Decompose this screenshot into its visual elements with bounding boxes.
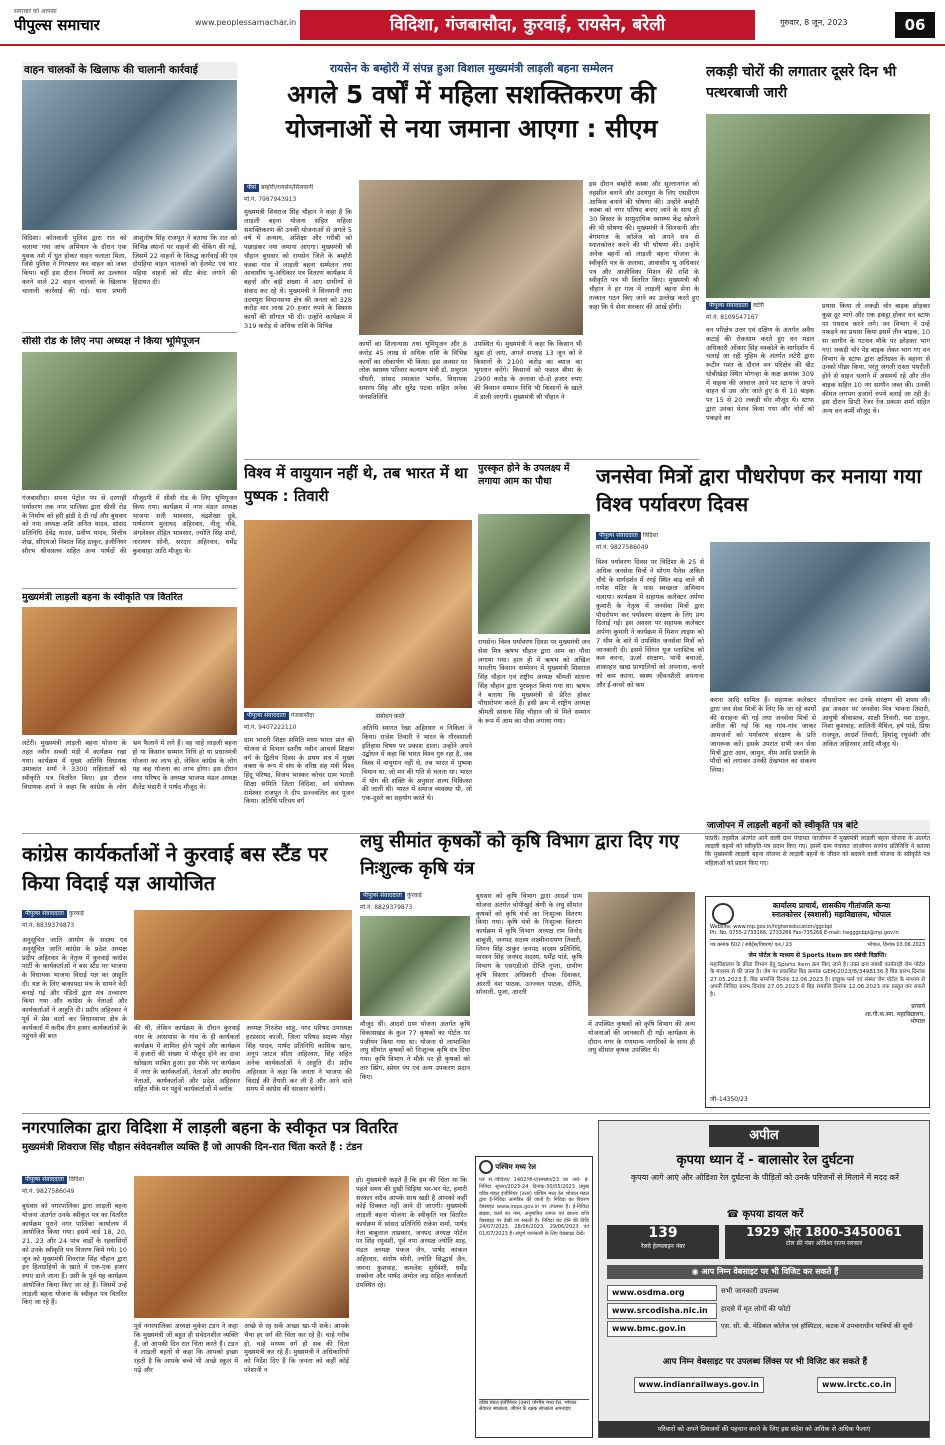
headline: सीसी रोड के लिए नपा अध्यक्ष ने किया भूमिपूजन <box>22 336 200 347</box>
column-1: अनुसूचित जाति आयोग के सदस्य एवं अनुसूचित जाति कांग्रेस के प्रदेश अध्यक्ष प्रदीप अहिरवार के नेतृत्व में कुरवाई कांग्रेस पार्टी के कार्यकर्ताओं ने बस स्टैंड पर भाजपा के विधायक भाजपा विदाई यज्ञ का आहुति दी। यज्ञ के लिए बाकायदा मंच के सामने वेदी बनाई गई और पंडितों द्वारा मंत्र उच्चारण किया गया और कांग्रेस के नेताओं और कार्यकर्ताओं ने आहुति दी। प्रदीप अहिरवार ने पूर्व में प्रेस वार्ता कर विधानसभा क्षेत्र के कार्यकर्ता में करीब तीन हजार कार्यकर्ताओं के पहुंचने की बात <box>22 936 127 1041</box>
column-3: पौधारोपण कर उनके संरक्षण की शपथ ली। इस अवसर पर जनसेवा मित्र भावना तिवारी, आयुषी श्रीवास्तव, साक्षी तिवारी, यश ठाकुर, निशा कुशवाह, शालिनी मैथिल, हर्ष पांडे, प्रिया राजपूत, आदर्श तिवारी, हिमांशु रघुवंशी और अंकित अहिरवार आदि मौजूद थे। <box>822 696 930 748</box>
railway-logo-icon <box>479 1160 493 1174</box>
subhead: मुख्यमंत्री शिवराज सिंह चौहान संवेदनशील व्यक्ति हैं जो आपकी दिन-रात चिंता करते हैं : टंडन <box>22 1142 363 1153</box>
body-text: रायसेन। विश्व पर्यावरण दिवस पर मुख्यमंत्री जन सेवा मित्र ऋषभ चौहान द्वारा आम का पौधा लगाया गया। हाल ही में ऋषभ को अखिल भारतीय किसान सम्मेलन में मुख्यमंत्री शिवराज सिंह चौहान एवं राष्ट्रीय अध्यक्ष श्रीमती साधना सिंह चौहान द्वारा पुरस्कृत किया गया था। ऋषभ ने बताया कि मुख्यमंत्री से प्रेरित होकर पौधारोपण करते हैं। इसी क्रम में राष्ट्रीय अध्यक्ष श्रीमती साधना सिंह चौहान जी से मिले सम्मान के रूप में आम का पौधा लगाया गया। <box>478 638 590 725</box>
mobile-number: मो.नं. 8109547167 <box>706 314 759 321</box>
headline: वाहन चालकों के खिलाफ की चालानी कार्रवाई <box>22 62 237 79</box>
mobile-number: मो.नं. 9407222110 <box>244 724 297 731</box>
college-title: कार्यालय प्राचार्य, शासकीय गीतांजलि कन्या स्नातकोत्तर (स्वशासी) महाविद्यालय, भोपाल <box>771 901 891 920</box>
tollfree-label: टोल फ्री नंबर ओडिशा राज्य सरकार <box>785 1240 863 1247</box>
mobile-number: मो.नं. 9827586049 <box>22 1188 75 1195</box>
photo-group <box>710 542 930 692</box>
story-vehicle-challan <box>22 62 237 330</box>
column-2: प्रयास किया तो लकड़ी चोर बाइक छोड़कर कुछ दूर भागे और एक इकट्ठा होकर वन स्टाफ पर पथराव करने लगे। वन विभाग ने उन्हें पकड़ने का प्रयास किया इसमें तीन बाइक, 10 सा सागौन के गटचन मौके पर छोड़कर भाग गए। लकड़ी चोर पेड़ बाइक लेकर भाग गए वन विभाग के स्टाफ द्वारा क्षतिग्रस्त के बहाना से उनको पीछा किया, परंतु जंगली रास्ता पथरीली होने से वाहन चलाने में असमर्थ रहे और तीन बाइक सहित 10 नग सागौन जब्त की। उनकी कीमत लगभग हजारों रुपये बताई जा रही है। इस दौरान डिप्टी रेंजर रेंज प्रकाश शर्मा सहित अन्य वन कर्मी मौजूद थे। <box>822 302 930 416</box>
column-4: इस दौरान बम्होरी कस्बा और सुल्तानगंज को तहसील बनाने और उदयपुरा के लिए एसडीएम आफिस बनाने की घोषणा की। उन्होंने बम्होरी कस्बा को नगर परिषद बनाए जाने के साथ ही 30 बिस्तर के सामुदायिक स्वास्थ्य केंद्र खोलने की भी घोषणा की। मुख्यमंत्री ने सिलवानी और बेगमगंज के कॉलेज को अपने सत्र से स्नातकोत्तर करने की भी घोषणा की। उन्होंने अनेक बहनों को लाड़ली बहना योजना के स्वीकृति पत्र के अलावा, आवासीय भू अधिकार पत्र और आजीविका मिशन की राशि के स्वीकृति पत्र भी वितरित किए। मुख्यमंत्री श्री चौहान ने हर गांव में लाड़ली बहना सेना के तत्काल गठन किए जाने का उल्लेख करते हुए कहा कि ये सेना सरकार की आंखें होंगी। <box>589 180 699 311</box>
photo-crowd-women <box>22 607 237 735</box>
site-row <box>607 1321 923 1337</box>
byline: पीपुल्स संवाददाता गंजबासौदा <box>244 712 314 720</box>
headline: लकड़ी चोरों की लगातार दूसरे दिन भी पत्थरबाजी जारी <box>706 64 897 101</box>
story-krishi-yantra <box>360 828 695 1110</box>
headline: अगले 5 वर्षों में महिला सशक्तिकरण की योजनाओं से नया जमाना आएगा : सीएम <box>285 79 658 143</box>
headline: लघु सीमांत कृषकों को कृषि विभाग द्वारा दिए गए निःशुल्क कृषि यंत्र <box>360 831 679 879</box>
college-phone: Ph. No. 0755-2733166, 2733266 Fax-735266 E-mail: hegggcbpl@mp.gov.in <box>710 930 899 936</box>
site-row <box>607 1285 923 1301</box>
column-3: अच्छे से रह सकें अच्छा खा-पी सकें। आपके भैया हर वर्ग की चिंता कर रहे हैं। चाहे गरीब हो, चाहे मध्यम वर्ग हो सब की चिंता मुख्यमंत्री कर रहे हैं। मुख्यमंत्री ने अधिकारियों को निर्देश दिए हैं कि जनता को कहीं कोई परेशानी न <box>244 1322 349 1374</box>
tender-text: पत्र सं.-विदिशा/ 1402/पी-ए/समस्या/23 का अर्ध- ई-निविदा सूचना/2023-24 दिनांक-30/05/2023 प्रमुख वरिष्ठ मंडल इंजीनियर (उत्तर) पश्चिम मध्य रेल भोपाल मंडल द्वारा ई-निविदा आमंत्रित की जाती है। निविदा का विवरण वेबसाइट www.ireps.gov.in पर उपलब्ध है। ई-निविदा संख्या, कार्य का नाम, अनुमानित लागत एवं बयाना राशि वेबसाइट पर देखी जा सकती है। निविदा बंद होने की तिथि 24/07/2023, 28/06/2023, 29/06/2023 एवं 01/07/2023 है। संपूर्ण जानकारी के लिए वेबसाइट देखें। <box>479 1177 589 1237</box>
page-number: 06 <box>895 12 935 38</box>
appeal-subtitle: कृपया आगे आएं और ओडिशा रेल दुर्घटना के पीड़ितों को उनके परिजनों से मिलाने में मदद करें <box>630 1173 900 1182</box>
byline: पीपुल्स संवाददाता कुरवाई <box>360 892 422 900</box>
ad-balasore-appeal <box>598 1120 930 1438</box>
site-desc: हादसे में मृत लोगों की फोटो <box>721 1305 791 1313</box>
helpline-odisha <box>725 1225 923 1259</box>
column-1: बुधवार को नगरपालिका द्वारा लाड़ली बहना योजना अंतर्गत उनके स्वीकृत पत्र का वितरित कार्यक्रम पुराने नगर पालिका कार्यालय में आयोजित किया गया। इसमें वार्ड 18, 20, 21, 23 और 24 पांच वार्डों के रहवासियों को उनके स्वीकृति पत्र वितरण किये गये। 10 जून को मुख्यमंत्री शिवराज सिंह चौहान द्वारा इन हितग्राहियों के खाते में एक-एक हजार रुपए डाले जाना हैं। उसी के पूर्व यह कार्यक्रम आयोजित किया किए जा रहे हैं। जिसमें उन्हें लाड़ली बहना योजना के स्वीकृत पत्र वितरित किए जा रहे हैं। <box>22 1202 127 1307</box>
byline: पीपुल्स संवाददाता कुरवाई <box>22 910 84 918</box>
dial-label: ☎ कृपया डायल करें <box>726 1209 804 1220</box>
phone-icon: ☎ <box>726 1209 743 1220</box>
ad-railway-tender <box>475 1156 593 1438</box>
photo-farmers <box>360 916 470 1016</box>
photo-yagya <box>134 910 352 1020</box>
mobile-number: मो.नं. 8839379873 <box>22 922 75 929</box>
issue-date: गुरुवार, 8 जून, 2023 <box>780 18 848 27</box>
photo-police-check <box>22 80 237 230</box>
story-jajonpur <box>705 820 930 892</box>
site-desc: सभी जानकारी उपलब्ध <box>721 1287 779 1295</box>
site-url[interactable]: www.bmc.gov.in <box>607 1321 717 1337</box>
body-text: गंजबासौदा। सपना पेट्रोल पंप से दरगाही पर्यावरण तक नगर पालिका द्वारा सीसी रोड के निर्माण को हरी झंडी दे दी गई और बुधवार को नपा अध्यक्ष शशि अनिल यादव, सांसद प्रतिनिधि देवेंद्र यादव, प्रवीण यादव, वित्तीय शेख, सीएमओ निशांत सिंह ठाकुर, इंजीनियर सौरभ श्रीवास्तव सहित अन्य पार्षदों की मौजूदगी में सीसी रोड के लिए भूमिपूजन किया गया। कार्यक्रम में नगर मंडल अध्यक्ष भाजपा सती भावसार, चंद्रशेखर दुबे, पार्षदगण मुलायद अहिरवार, नीलू चौबे, अंगलेश्वर रोहित भावसार, ज्योति सिंह शर्मा, नारायण सोनी, सरदार अहिरवार, धर्मेंद्र कुशवाहा आदि मौजूद थे। <box>22 494 237 555</box>
column-3: अध्यक्ष गिरजेश साहू, नगर परिषद उपाध्यक्ष हरप्रसाद काजी, जिला परिषद सदस्य मोहर सिंह यादव, पार्षद प्रतिनिधि कासिक खान, अनूप जाटव सीता अहिरवार, सिंह सहित अनेक कार्यकर्ताओं ने आहुति दी। प्रदीप अहिरवार ने कहा कि जनता ने भाजपा की विदाई की तैयारी कर ली है और आने वाले समय में कांग्रेस की सरकार बनेगी। <box>246 1024 352 1094</box>
ref-line: पत्र क्रमांक 602 / स्पोर्ट्स/विवरण/ एल./ 23 भोपाल, दिनांक 03.06.2023 <box>710 939 925 948</box>
column-4: हो। मुख्यमंत्री कहते हैं कि हम की चिंता था कि पहले समय की दुखी चिड़िया भर-भर पेट, हमारी सरकार सदैव आपके साथ खड़ी है आपको कहीं कोई दिक्कत नहीं आने दी जाएगी। मुख्यमंत्री लाड़ली बहना योजना के स्वीकृति पत्र वितरित कार्यक्रम में सांसद प्रतिनिधि राकेश शर्मा, पार्षद नेता बाबूलाल ताम्रकार, जनपद अध्यक्ष पोर्टल पर सिंह रघुवंशी, पूर्व नपा अध्यक्ष ज्योति शाह, मंडल अध्यक्ष पंकज जैन, पार्षद कांकल अहिरवार, संतोष सोनी, ज्योति सिद्धार्थ जैन, जमना कुशवाह, कमलेश सूर्यवंशी, धर्मेंद्र सक्सेना और पार्षद अमोल जड़ सहित कार्यकर्ता उपस्थित रहे। <box>356 1176 467 1290</box>
story-cc-road <box>22 336 237 586</box>
column-2: पूर्व नगरपालिका अध्यक्ष मुकेश टंडन ने कहा कि मुख्यमंत्री जी बहुत ही संवेदनशील व्यक्ति हैं, जो आपकी दिन रात चिंता करते हैं। टंडन ने लाड़ली बहनों से कहा कि आपको इच्छा रहती है कि आपके बच्चे भी अच्छे स्कूल में पढ़े और <box>134 1322 238 1374</box>
story-ladli-letters-lateri <box>22 592 237 829</box>
divider <box>22 1113 930 1114</box>
headline: मुख्यमंत्री लाड़ली बहना के स्वीकृति पत्र वितरित <box>22 592 183 603</box>
column-2: करना आदि शामिल हैं। सहायक कलेक्टर द्वारा जन सेवा मित्रों के लिए कि जा रहे कार्यों की सराहना की गई तथा जनसेवा मित्रों से अपील की गई कि वह गांव-गांव जाकर आमजनों को पर्यावरण संरक्षण के प्रति जागरूक करें। इसके उपरांत सभी जन सेवा मित्रों द्वारा आम, जामुन, नीम आदि प्रजाति के पौधों को लगाकर उनकी देखभाल का संकल्प लिया। <box>710 696 816 775</box>
globe-icon: ◉ <box>691 1267 702 1276</box>
helpline-railway <box>607 1225 719 1259</box>
railway-title: पश्चिम मध्य रेल <box>495 1163 536 1171</box>
body-text: विदिशा। कोतवाली पुलिस द्वारा रात को चलाया गया जांच अभियान के दौरान एक युवक नशे में धुत होकर वाहन चलाता मिला, जिसे पुलिस ने गिरफ्तार कर वाहन को जब्त किया। वहीं इस दौरान नियमों का उल्लंघन करने वाले 22 वाहन चालकों के खिलाफ चालानी कार्रवाई की गई। थाना प्रभारी आशुतोष सिंह राजपूत ने बताया कि रात को विभिन्न स्थानों पर वाहनों की चेकिंग की गई, जिसमें 22 वाहनों के विरुद्ध कार्रवाई की एवं दोपहिया वाहन चालकों को हेलमेट एवं चार पहिया वाहनों को सीट बेल्ट लगाने की हिदायत दी। <box>22 234 237 295</box>
website-url[interactable]: www.peoplessamachar.in <box>195 18 297 27</box>
link-irctc[interactable]: www.irctc.co.in <box>817 1377 896 1393</box>
mobile-number: मो.नं. 8829379873 <box>360 904 413 911</box>
headline: विश्व में वायुयान नहीं थे, तब भारत में था पुष्पक : तिवारी <box>244 464 468 506</box>
column-2: अतिथि स्वागत रेखा अहिरवार व निकिता ने किया। राजेश तिवारी ने भारत के गौरवशाली इतिहास विषय पर प्रकाश डाला। उन्होंने अपने उद्बोधन में कहा कि भारत विश्व गुरु रहा है, जब विश्व में वायुयान नहीं थे, तब भारत में पुष्पक विमान था, जो मन की गति से चलता था। भारत में योग की शक्ति के अनुसार शल्य चिकित्सा की जाती थी। भारत में समाज व्यवस्था थी, जो एक-दूसरे का सहयोग करते थे। <box>362 724 472 803</box>
body-text: लटेरी। मुख्यमंत्री लाड़ली बहना योजना के तहत नवीन सब्जी मंडी में कार्यक्रम रखा गया। कार्यक्रम में मुख्य अतिथि विधायक उमाकांत शर्मा ने 3300 महिलाओं को स्वीकृति पत्र वितरित किए। इस दौरान विधायक शर्मा ने कहा कि कांग्रेस के लोग भ्रम फैलाने में लगे हैं। वह चाहे लाड़ली बहना हो या किसान सम्मान निधि हो या प्रधानमंत्री योजना का लाभ हो, लेकिन कांग्रेस के लोग यह कह योजना का लाभ होगा। इस दौरान नगर परिषद के अध्यक्ष भाजपा मंडल अध्यक्ष शैलेंद्र भंडारी ने पार्षद मौजूद थे। <box>22 739 237 791</box>
appeal-tag: अपील <box>709 1125 819 1147</box>
photo-letters <box>134 1176 349 1318</box>
photo-seized-bikes <box>706 114 930 298</box>
links-label: आप निम्न वेबसाइट पर उपलब्ध लिंक्स पर भी विजिट कर सकते हैं <box>662 1357 868 1367</box>
story-cm-main <box>244 62 699 457</box>
story-wood-thieves <box>706 62 930 457</box>
byline: पीपुल्स संवाददाता विदिशा <box>22 1176 84 1184</box>
story-mango-plant <box>478 462 590 830</box>
headline: जनसेवा मित्रों द्वारा पौधरोपण कर मनाया गया विश्व पर्यावरण दिवस <box>596 464 922 516</box>
headline: जाजोपन में लाड़ली बहनों को स्वीकृति पत्र बांटे <box>705 820 930 833</box>
links-row <box>607 1377 923 1393</box>
tender-footer: वरिष्ठ मंडल इंजीनियर (उत्तर) पश्चिम मध्य रेल, भोपाल सेवारत स्वच्छता, जीवन के रक्षक स्वच्छता अपनाइए <box>479 1399 589 1413</box>
visit-label: ◉ आप निम्न वेबसाइट पर भी विजिट कर सकते हैं <box>607 1265 923 1279</box>
story-tiwari-pushpak <box>244 462 472 830</box>
notice-subject: जेम पोर्टल के माध्यम से Sports Item क्रय संबंधी विज्ञप्ति। <box>748 951 887 959</box>
helpline-label: रेलवे हेल्पलाइन नंबर <box>641 1242 685 1250</box>
photo-planting <box>478 514 590 634</box>
site-row <box>607 1303 923 1319</box>
story-jansewa-plantation <box>596 462 930 830</box>
headline: पुरस्कृत होने के उपलक्ष्य में लगाया आम का पौधा <box>478 463 570 488</box>
masthead <box>0 0 945 46</box>
photo-bhoomipujan <box>22 352 237 490</box>
college-seal-icon <box>712 903 734 925</box>
column-1: विश्व पर्यावरण दिवस पर विदिशा के 25 से अधिक जनसेवा मित्रों ने सोएम पैलेस अंकित चौधे के मार्गदर्शन में रंगई स्थित बाढ़ वाले श्री गणेश मंदिर के पास स्वच्छता अभियान चलाया। कार्यक्रम में सहायक कलेक्टर अर्पणा कुमारी के नेतृत्व में जनसेवा मित्रों द्वारा पौधरोपण कर पर्यावरण संरक्षण के लिए प्रण दिलाई गई। इस अवसर पर सहायक कलेक्टर अर्पणा कुमारी ने कार्यक्रम में मिशन लाइफ को 7 थीम के बारे में उपस्थित जनसेवा मित्रों को जानकारी दी। इसमें सिंगल यूज प्लास्टिक को कम करना, ऊर्जा संरक्षण, पानी बचाओ, शाकाहार खाद्य प्राणालियों को अपनाना, कचरे को कम करना, स्वस्थ जीवनशैली अपनाना और ई-कचरे को कम <box>596 558 704 689</box>
photo-cm-stage <box>359 180 583 335</box>
column-1: ग्राम भारती शिक्षा समिति मध्य भारत प्रांत की योजना से विभाग स्तरीय नवीन आचार्य शिक्षण वर्ग के द्वितीय दिवस के प्रथम सत्र में मुख्य वक्ता के रूप में संघ के वरिष्ठ सह मंत्री विश्व हिंदू परिषद, विजय भास्कर कोचर ग्राम भारती शिक्षा समिति जिला विदिशा, वर्ग संयोजक रामेश्वर राजपूत ने दीप प्रज्ज्वलित कर पूजन किया। अतिथि परिचय वर्ग <box>244 736 354 806</box>
byline: पीसं बम्होरी/रायसेन/सिलवानी <box>244 184 313 192</box>
mobile-number: मो.नं. 9827586049 <box>596 544 649 551</box>
column-3: में उपस्थित कृषकों को कृषि विभाग की अन्य योजनाओं की जानकारी दी गई। कार्यक्रम के दौरान नगर के गणमान्य नागरिकों के साथ ही लघु सीमांत कृषक उपस्थित थे। <box>588 1020 695 1055</box>
divider <box>244 459 699 460</box>
college-website[interactable]: Website:-www.mp.gov.in/highereducation/ggcbpl <box>710 923 833 930</box>
headline: नगरपालिका द्वारा विदिशा में लाड़ली बहना के स्वीकृत पत्र वितरित <box>22 1118 398 1137</box>
story-nagarpalika-ladli <box>22 1118 467 1438</box>
signature-block: प्राचार्य शा.गी.क.स्ना. महाविद्यालय, भोपाल <box>865 1003 925 1026</box>
site-url[interactable]: www.srcodisha.nic.in <box>607 1303 717 1319</box>
photo-felicitation <box>244 520 472 708</box>
column-1: मुख्यमंत्री शिवराज सिंह चौहान ने कहा है कि लाड़ली बहना योजना सहित महिला सशक्तिकरण की उनकी योजनाओं से अगले 5 वर्ष में अन्याय, अशिक्षा और गरीबी को पछाड़कर नया जमाना आएगा। मुख्यमंत्री श्री चौहान बुधवार को रायसेन जिले के बम्होरी कस्बा गांव में लाड़ली बहना सम्मेलन तथा आवासीय भू-अधिकार पत्र वितरण कार्यक्रम में बहनों और बड़ी संख्या में आए ग्रामीणों से संवाद कर रहे थे। मुख्यमंत्री ने सिलवानी तथा उदयपुरा विधानसभा क्षेत्र की जनता को 328 करोड़ चार लाख 20 हजार रुपये के विकास कार्यों की सौगात भी दी। उन्होंने कार्यक्रम में 319 करोड़ से अधिक राशि के विभिन्न <box>244 208 352 330</box>
divider <box>22 588 237 589</box>
site-desc: एस. सी. बी. मेडिकल कॉलेज एवं हॉस्पिटल, कटक में उपचाराधीन यात्रियों की सूची <box>721 1322 913 1330</box>
helpline-number[interactable]: 139 <box>648 1225 678 1241</box>
link-indianrailways[interactable]: www.indianrailways.gov.in <box>634 1377 764 1393</box>
story-congress-yagya <box>22 840 352 1110</box>
city-edition-bar: विदिशा, गंजबासौदा, कुरवाई, रायसेन, बरेली <box>300 10 755 40</box>
notice-body: महाविद्यालय के क्रीडा विभाग हेतु Sports Item क्रय किए जाने है। उक्त क्रय संबंधी कार्यवाही जेम पोर्टल के माध्यम से की जाना है। जेम पर प्रकाशित बिड क्रमांक GEM/2023/B/3498136 है बिड प्रारंभ दिनांक 27.05.2023 है, बिड समाप्ति दिनांक 12.06.2023 है। इच्छुक फर्म एवं संस्था जेम पोर्टल के माध्यम से अपनी निविदा प्रारंभ दिनांक 27.05.2023 से बिड समाप्ति दिनांक 12.06.2023 तक प्रस्तुत कर सकते है। <box>710 962 925 998</box>
column-1: बुधवार को कृषि विभाग द्वारा आदर्श ग्राम योजना अंतर्गत चोपीखुर्द श्रेणी के लघु सीमांत कृषकों को कृषि यंत्रों का निःशुल्क वितरण किया गया। कृषि यंत्रों के निःशुल्क वितरण कार्यक्रम में कृषि विभाग अध्यक्ष राम विनोद बाबूजी, जनपद सदस्य लक्ष्मीनारायण तिवारी, लिगन सिंह ठाकुर जनपद सदस्य प्रतिनिधि, मारवन सिंह जनपद सदस्य, धर्मेंद्र पांडे, कृषि विभाग के एसएडीओ दीप्ति गुप्ता, ग्रामीण कृषि विस्तार अधिकारी दीपक दिवाकर, आरती वंश पाठक, उज्ज्वल पाठक, दीप्ति, सोनाली, पूजा, आरती <box>476 892 582 997</box>
ad-college-notice <box>705 896 930 1108</box>
column-2: की थी, लेकिन कार्यक्रम के दौरान कुरवाई नगर के आसपास के गांव के ही कार्यकर्ता कार्यक्रम में शामिल होने पहुंचे और कार्यक्रम में हजारों की संख्या में मौजूद होने का दावा खोखला साबित हुआ। इस मौके पर कार्यक्रम में नगर के कार्यकर्ताओं, नेताओं और स्थानीय नेताओं, कार्यकर्ताओं और प्रदेश अहिरवार सहित मौके पर पहुंचे कार्यकर्ताओं में ब्लॉक <box>134 1024 240 1094</box>
tollfree-number[interactable]: 1929 और 1800-3450061 <box>746 1225 902 1239</box>
byline: पीपुल्स संवाददाता लटेरी <box>706 302 764 310</box>
appeal-title: कृपया ध्यान दें - बालासोर रेल दुर्घटना <box>676 1153 854 1168</box>
mobile-number: मो.नं. 7987943913 <box>244 196 297 203</box>
body-text: पठारी। तहसील अंतर्गत आने वाली ग्राम पंचायत जाजोपन में मुख्यमंत्री लाड़ली बहना योजना के अंतर्गत लाड़ली बहनों को स्वीकृति-पत्र प्रदान किए गए। इसमें ग्राम पंचायत जाजोपन सरपंच प्रतिनिधि ने बताया कि मुख्यमंत्री लाड़ली बहना योजना से लाड़ली बहनों के जीवन को बदलने वाली योजना के स्वीकृति पत्र महिलाओं को प्रदान किए गए। <box>705 835 930 867</box>
newspaper-logo: समाचार को आपका पीपुल्स समाचार <box>14 8 100 34</box>
headline: कांग्रेस कार्यकर्ताओं ने कुरवाई बस स्टैंड पर किया विदाई यज्ञ आयोजित <box>22 842 328 895</box>
column-2: कार्यों का शिलान्यास तथा भूमिपूजन और 8 करोड़ 45 लाख से अधिक राशि के विभिन्न कार्यों का लोकार्पण भी किया। इस अवसर पर लोक स्वास्थ्य परिवार कल्याण मंत्री डॉ. प्रभुराम चौधरी, सांसद रमाकांत भार्गव, विधायक समरथ सिंह और सुरेंद्र पटवा सहित अनेक जनप्रतिनिधि <box>359 340 467 401</box>
photo-caption: संबोधन करते <box>376 713 405 720</box>
site-url[interactable]: www.osdma.org <box>607 1285 717 1301</box>
column-3: उपस्थित थे। मुख्यमंत्री ने कहा कि किसान भी खुश हो जाएं, अगले सप्ताह 13 जून को वे किसानों के 2100 करोड़ का ब्याज का भुगतान करेंगे। किसानों को फसल बीमा के 2900 करोड़ के अलावा दो-दो हजार रुपए की किसान सम्मान निधि भी किसानों के खाते में डाली जाएगी। मुख्यमंत्री श्री चौहान ने <box>474 340 582 401</box>
column-2: मौजूद थीं। आदर्श ग्राम योजना अंतर्गत कृषि विकासखंड के कुल 77 कृषकों का पोर्टल पर पंजीयन किया गया था। योजना से लाभान्वित लघु सीमांत कृषकों को निःशुल्क कृषि यंत्र दिया गया। कृषि विभाग ने मौके पर ही कृषकों को तार स्प्रिंग, स्प्रेयर पंप एवं अन्य उपकरण प्रदान किए। <box>360 1020 470 1081</box>
ad-code: जी–14350/23 <box>710 1095 748 1103</box>
photo-implements <box>588 892 695 1016</box>
divider <box>22 332 237 333</box>
byline: पीपुल्स संवाददाता विदिशा <box>596 532 658 540</box>
kicker: रायसेन के बम्होरी में संपन्न हुआ विशाल मुख्यमंत्री लाड़ली बहना सम्मेलन <box>329 62 614 75</box>
appeal-footer: परिवारों को अपने प्रियजनों की पहचान करने के लिए इस संदेश को अधिक से अधिक फैलाएं <box>599 1421 929 1437</box>
column-1: वन परिक्षेत्र उत्तर एवं दक्षिण के अंतर्गत अवैध कटाई की रोकथाम करते हुए वन मंडल अधिकारी ओंकार सिंह मस्कोले के मार्गदर्शन में चलाई जा रही मुहिम के अंतर्गत लटेरी द्वारा रूटीन गश्त के दौरान वन परिक्षेत्र की बीट धोबीखेड़ा स्थित मोगन्हा के कक्ष क्रमांक 309 में वाहक की आवाज आने पर स्टाफ ने अपने वाहन से उस ओर जाते हुए 8 से 10 बाइक पर 15 से 20 लकड़ी चोर मौजूद थे। स्टाफ द्वारा उनका घेराव किया गया और चोरों को पकड़ने का <box>706 326 814 422</box>
